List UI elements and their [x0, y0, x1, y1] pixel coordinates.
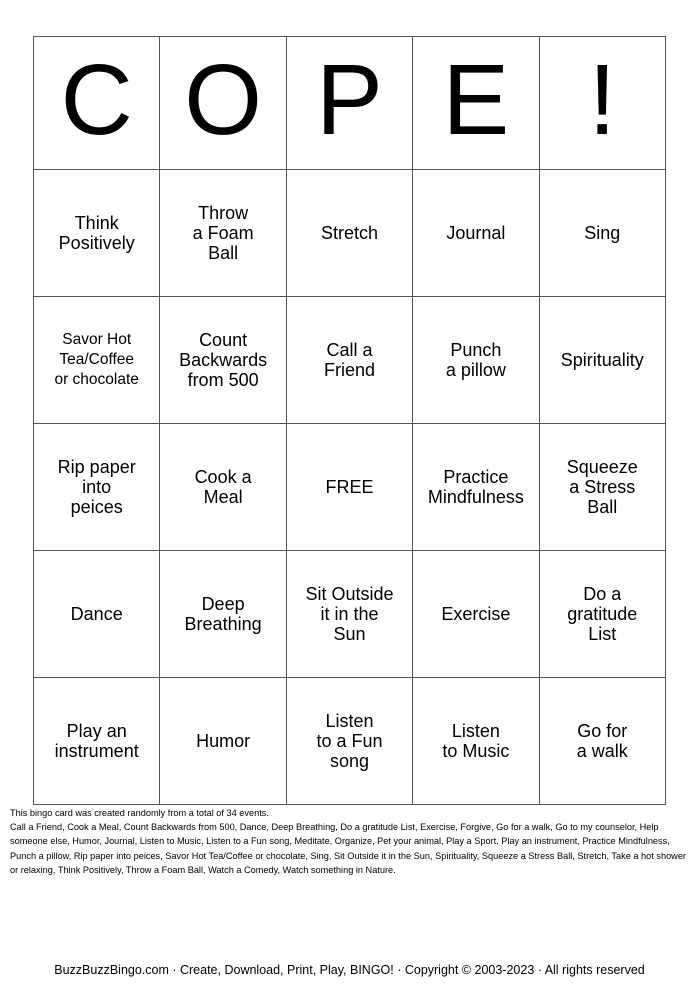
event-list-text: Call a Friend, Cook a Meal, Count Backwards from 500, Dance, Deep Breathing, Do a gratitude List, Exercise, Forgive, Go for a walk, Go to my counselor, Help someone else, Humor, Journal, Listen to Music, Listen to a Fun song, Meditate, Organize, Pet your animal, Play a Sport, Play an instrument, Practice Mindfulness, Punch a pillow, Rip paper into peices, Savor Hot Tea/Coffee or chocolate, Sing, Sit Outside it in the Sun, Spirituality, Squeeze a Stress Ball, Stretch, Take a hot shower or relaxing, Think Positively, Throw a Foam Ball, Watch a Comedy, Watch something in Nature.	[10, 822, 686, 875]
bingo-cell: Cook a Meal	[160, 424, 286, 551]
header-letter: !	[539, 37, 665, 170]
bingo-cell: Exercise	[413, 551, 539, 678]
bingo-cell: Sit Outside it in the Sun	[286, 551, 412, 678]
bingo-row	[34, 297, 666, 424]
bingo-cell: Think Positively	[34, 170, 160, 297]
bingo-row	[34, 424, 666, 551]
header-letter: E	[413, 37, 539, 170]
header-letter: C	[34, 37, 160, 170]
bingo-cell: Call a Friend	[286, 297, 412, 424]
bingo-cell: Listen to Music	[413, 678, 539, 805]
header-letter: P	[286, 37, 412, 170]
bingo-cell: Practice Mindfulness	[413, 424, 539, 551]
bingo-cell: Listen to a Fun song	[286, 678, 412, 805]
bingo-cell: Do a gratitude List	[539, 551, 665, 678]
bingo-cell: Throw a Foam Ball	[160, 170, 286, 297]
bingo-cell: Humor	[160, 678, 286, 805]
bingo-cell: Savor Hot Tea/Coffee or chocolate	[34, 297, 160, 424]
bingo-cell: Dance	[34, 551, 160, 678]
bingo-header-row	[34, 37, 666, 170]
bingo-cell: Squeeze a Stress Ball	[539, 424, 665, 551]
bingo-cell: Sing	[539, 170, 665, 297]
bingo-cell: Rip paper into peices	[34, 424, 160, 551]
bingo-cell: Play an instrument	[34, 678, 160, 805]
bingo-row	[34, 170, 666, 297]
site-credit: BuzzBuzzBingo.com · Create, Download, Print, Play, BINGO! · Copyright © 2003-2023 · All rights reserved	[54, 963, 645, 977]
card-description	[10, 806, 690, 877]
bingo-cell: Punch a pillow	[413, 297, 539, 424]
free-space-cell: FREE	[286, 424, 412, 551]
card-intro-text: This bingo card was created randomly from a total of 34 events.	[10, 808, 269, 818]
bingo-cell: Go for a walk	[539, 678, 665, 805]
bingo-cell: Stretch	[286, 170, 412, 297]
bingo-row	[34, 678, 666, 805]
bingo-cell: Deep Breathing	[160, 551, 286, 678]
bingo-card	[33, 36, 666, 805]
bingo-cell: Spirituality	[539, 297, 665, 424]
header-letter: O	[160, 37, 286, 170]
bingo-cell: Journal	[413, 170, 539, 297]
bingo-cell: Count Backwards from 500	[160, 297, 286, 424]
bingo-row	[34, 551, 666, 678]
